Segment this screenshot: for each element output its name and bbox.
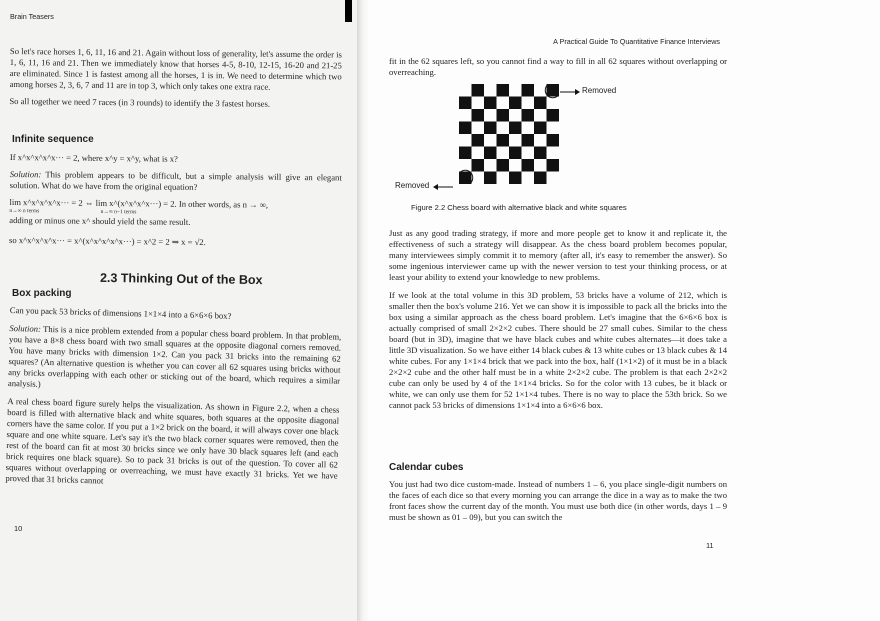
- board-square: [472, 159, 485, 172]
- board-square: [472, 109, 485, 122]
- figure-caption: Figure 2.2 Chess board with alternative black and white squares: [411, 203, 627, 212]
- board-square: [509, 122, 522, 135]
- board-square: [547, 159, 560, 172]
- limit-subscript: n→∞ n terms: [9, 207, 40, 215]
- binding-mark: [345, 0, 352, 22]
- paragraph: So all together we need 7 races (in 3 rounds) to identify the 3 fastest horses.: [9, 95, 271, 109]
- board-square: [534, 147, 547, 160]
- paragraph: Just as any good trading strategy, if more and more people get to know it and replicate it, the effectiveness of such a strategy will disappear. As the chess board problem becomes popular, many interviewees simply commit it to memory (after all, it's easy to remember the answer). So some ingenious interviewer came up with the newer version to test your thinking process, or at least your ability to extend your knowledge to new problems.: [389, 228, 727, 282]
- arrow-right-icon: [560, 88, 580, 96]
- board-square: [547, 109, 560, 122]
- board-square: [484, 147, 497, 160]
- intro-text: [389, 56, 727, 78]
- right-body-text: [389, 228, 727, 411]
- board-square: [497, 159, 510, 172]
- board-square: [459, 97, 472, 110]
- solution-label: Solution:: [9, 322, 42, 334]
- board-square: [497, 84, 510, 97]
- limit-equation: lim x^x^x^x^x··· = 2 ⇔ lim x^(x^x^x^x···) = 2. In other words, as n → ∞,: [9, 196, 269, 210]
- conclusion-equation: so x^x^x^x^x··· = x^(x^x^x^x^x···) = x^2 = 2 ⇒ x = √2.: [9, 234, 206, 248]
- calendar-cubes-text: [389, 479, 727, 523]
- left-page: [0, 0, 357, 621]
- book-gutter: [357, 0, 371, 621]
- right-running-header: A Practical Guide To Quantitative Finance Interviews: [553, 37, 720, 46]
- solution-label: Solution:: [9, 168, 42, 180]
- board-square: [547, 134, 560, 147]
- heading-calendar-cubes: Calendar cubes: [389, 462, 464, 473]
- solution-text: This is a nice problem extended from a popular chess board problem. In that problem, you have a 8×8 chess board with two small squares at the opposite diagonal corners removed. You have many bricks with dimension 1×2. Can you pack 31 bricks into the remaining 62 squares? (An alternative question is whether you can cover all 62 squares using bricks without any bricks overlapping with each other or sticking out of the board, which requires a similar analysis.): [7, 323, 342, 389]
- paragraph: You just had two dice custom-made. Instead of numbers 1 – 6, you place single-digit numbers on the faces of each dice so that every morning you can arrange the dice in a way as to make the two front faces show the current day of the month. You must use both dice (in other words, days 1 – 9 must be shown as 01 – 09), but you can switch the: [389, 479, 727, 522]
- board-square: [534, 97, 547, 110]
- left-running-header: Brain Teasers: [10, 12, 54, 21]
- board-square: [522, 134, 535, 147]
- board-square: [534, 122, 547, 135]
- board-square: [459, 147, 472, 160]
- limit-subscript: n→∞ n−1 terms: [100, 208, 137, 216]
- removed-label-bottom: Removed: [395, 181, 430, 190]
- board-square: [497, 109, 510, 122]
- section-title: 2.3 Thinking Out of the Box: [99, 270, 263, 288]
- board-square: [509, 147, 522, 160]
- removed-square: [459, 172, 472, 185]
- paragraph: fit in the 62 squares left, so you cannot find a way to fill in all 62 squares without overlapping or overreaching.: [389, 56, 727, 77]
- board-square: [509, 97, 522, 110]
- board-square: [484, 172, 497, 185]
- left-top-text: [9, 46, 342, 110]
- board-square: [509, 172, 522, 185]
- board-square: [497, 134, 510, 147]
- box-packing-body: [5, 305, 342, 493]
- removed-square: [547, 84, 560, 97]
- board-square: [534, 172, 547, 185]
- left-page-number: 10: [14, 524, 23, 533]
- paragraph: If we look at the total volume in this 3D problem, 53 bricks have a volume of 212, which is smaller then the box's volume 216. Yet we can show it is impossible to pack all the bricks into the box using a similar approach as the chess board problem. Let's imagine that the 6×6×6 box is actually comprised of small 2×2×2 cubes. There should be 27 small cubes. Similar to the chess board (but in 3D), imagine that we have black cubes and white cubes alternates—it does take a little 3D visualization. So we have either 14 black cubes & 13 white cubes or 13 black cubes & 14 white cubes. For any 1×1×4 brick that we pack into the box, half (1×1×2) of it must be in a black 2×2×2 cube and the other half must be in a white 2×2×2 cube. The problem is that each 2×2×2 cube can only be used by 4 of the 1×1×4 bricks. So for the color with 13 cubes, be it black or white, we can only use them for 52 1×1×4 tubes. There is no way to place the 53th brick. So we cannot pack 53 bricks of dimensions 1×1×4 into a 6×6×6 box.: [389, 290, 727, 410]
- paragraph: A real chess board figure surely helps the visualization. As shown in Figure 2.2, when a chess board is filled with alternative black and white squares, both squares at the opposite diagonal corners have the same color. If you put a 1×2 brick on the board, it will always cover one black square and one white square. Let's say it's the two black corner squares were removed, then the rest of the board can fit at most 30 bricks since we only have 30 black squares left (and each brick requires one black square). So to pack 31 bricks is out of the question. To cover all 62 squares without overlapping or overreaching, we must have exactly 31 bricks. Yet we have proved that 31 bricks cannot: [5, 395, 340, 486]
- board-square: [522, 109, 535, 122]
- chess-board-figure: [459, 84, 559, 184]
- right-page-number: 11: [706, 541, 714, 550]
- board-square: [522, 84, 535, 97]
- board-square: [484, 97, 497, 110]
- board-square: [472, 84, 485, 97]
- removed-label-top: Removed: [582, 86, 617, 95]
- board-square: [472, 134, 485, 147]
- heading-box-packing: Box packing: [12, 288, 72, 299]
- right-page: [371, 0, 880, 621]
- arrow-left-icon: [433, 183, 453, 191]
- board-square: [459, 122, 472, 135]
- heading-infinite-sequence: Infinite sequence: [12, 134, 94, 145]
- solution-text: This problem appears to be difficult, but a simple analysis will give an elegant solution. What do we have from the original equation?: [9, 169, 342, 192]
- question: If x^x^x^x^x··· = 2, where x^y = x^y, what is x?: [9, 152, 178, 164]
- infinite-sequence-body: [9, 152, 342, 249]
- question: Can you pack 53 bricks of dimensions 1×1×4 into a 6×6×6 box?: [9, 305, 232, 321]
- board-square: [522, 159, 535, 172]
- board-square: [484, 122, 497, 135]
- paragraph: So let's race horses 1, 6, 11, 16 and 21. Again without loss of generality, let's assume the order is 1, 6, 11, 16 and 21. Then we immediately know that horses 4-5, 8-10, 12-15, 16-20 and 21-25 are eliminated. Since 1 is fastest among all the horses, 1 is in. We need to determine which two among horses 2, 3, 6, 7 and 11 are in top 3, which only takes one extra race.: [9, 46, 342, 92]
- paragraph: adding or minus one x^ should yield the same result.: [9, 214, 191, 227]
